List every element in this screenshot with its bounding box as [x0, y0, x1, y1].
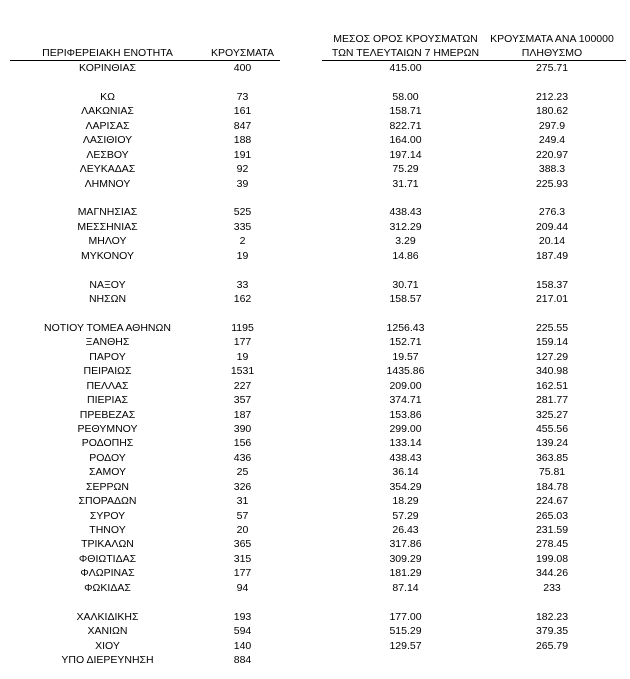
region-cell: ΠΕΙΡΑΙΩΣ [83, 365, 132, 378]
table-row [0, 335, 630, 349]
per-100k-cell: 139.24 [535, 437, 569, 450]
region-cell: ΞΑΝΘΗΣ [85, 336, 130, 349]
cases-cell: 193 [233, 610, 252, 623]
per-100k-cell: 20.14 [538, 235, 566, 248]
region-cell: ΦΩΚΙΔΑΣ [84, 581, 131, 594]
header-region [10, 46, 205, 60]
cases-cell: 94 [236, 581, 249, 594]
region-cell: ΜΑΓΝΗΣΙΑΣ [77, 206, 138, 219]
table-row [0, 133, 630, 147]
per-100k-cell: 455.56 [535, 422, 569, 435]
seven-day-average-cell: 3.29 [395, 235, 416, 248]
region-cell: ΡΟΔΟΥ [89, 451, 126, 464]
per-100k-cell: 231.59 [535, 524, 569, 536]
table-row [0, 408, 630, 422]
seven-day-average-cell: 317.86 [389, 538, 422, 551]
header-per100k-line2: ΠΛΗΘΥΣΜΟ [521, 47, 583, 59]
region-cell: ΡΕΘΥΜΝΟΥ [77, 422, 138, 435]
table-row [0, 393, 630, 407]
cases-cell: 227 [233, 379, 252, 392]
seven-day-average-cell: 152.71 [389, 336, 422, 349]
table-row [0, 119, 630, 133]
region-cell: ΧΙΟΥ [95, 639, 120, 652]
per-100k-cell: 281.77 [535, 394, 569, 407]
table-row [0, 162, 630, 176]
header-region-label: ΠΕΡΙΦΕΡΕΙΑΚΗ ΕΝΟΤΗΤΑ [42, 47, 173, 59]
table-row [0, 639, 630, 653]
seven-day-average-cell: 438.43 [389, 206, 422, 219]
seven-day-average-cell: 36.14 [392, 466, 419, 479]
region-cell: ΜΗΛΟΥ [88, 235, 127, 248]
cases-cell: 1531 [230, 365, 255, 378]
region-cell: ΦΛΩΡΙΝΑΣ [80, 567, 135, 580]
region-cell: ΧΑΝΙΩΝ [87, 625, 128, 638]
table-row [0, 61, 630, 75]
seven-day-average-cell: 822.71 [389, 119, 422, 132]
cases-cell: 847 [233, 119, 252, 132]
table-spacer-row [0, 263, 630, 277]
table-spacer-row [0, 191, 630, 205]
seven-day-average-cell: 158.71 [389, 105, 422, 118]
table-row [0, 581, 630, 595]
seven-day-average-cell: 19.57 [392, 350, 419, 363]
table-row [0, 465, 630, 479]
table-row [0, 610, 630, 624]
region-cell: ΝΗΣΩΝ [88, 293, 127, 305]
per-100k-cell: 388.3 [538, 163, 566, 176]
per-100k-cell: 199.08 [535, 552, 569, 565]
table-row [0, 480, 630, 494]
region-cell: ΡΟΔΟΠΗΣ [81, 437, 134, 450]
seven-day-average-cell: 153.86 [389, 408, 422, 421]
cases-cell: 73 [236, 90, 249, 103]
region-cell: ΣΑΜΟΥ [88, 466, 127, 479]
region-cell: ΝΟΤΙΟΥ ΤΟΜΕΑ ΑΘΗΝΩΝ [44, 321, 171, 334]
per-100k-cell: 184.78 [535, 480, 569, 493]
per-100k-cell: 325.27 [535, 408, 569, 421]
seven-day-average-cell: 515.29 [389, 625, 422, 638]
per-100k-cell: 225.55 [535, 321, 569, 334]
region-cell: ΛΕΣΒΟΥ [86, 148, 129, 161]
per-100k-cell: 340.98 [535, 365, 569, 378]
per-100k-cell: 162.51 [535, 379, 569, 392]
seven-day-average-cell: 177.00 [389, 610, 422, 623]
cases-cell: 20 [236, 524, 249, 536]
header-avg-line1: ΜΕΣΟΣ ΟΡΟΣ ΚΡΟΥΣΜΑΤΩΝ [333, 33, 478, 45]
region-cell: ΛΑΚΩΝΙΑΣ [81, 105, 134, 118]
header-avg-line2: ΤΩΝ ΤΕΛΕΥΤΑΙΩΝ 7 ΗΜΕΡΩΝ [331, 47, 480, 59]
per-100k-cell: 220.97 [535, 148, 569, 161]
region-cell: ΛΗΜΝΟΥ [84, 177, 131, 190]
table-row [0, 653, 630, 667]
cases-cell: 92 [236, 163, 249, 176]
per-100k-cell: 233 [543, 581, 561, 594]
table-row [0, 566, 630, 580]
table-row [0, 624, 630, 638]
cases-cell: 177 [233, 567, 252, 580]
cases-cell: 357 [233, 394, 252, 407]
table-spacer-row [0, 75, 630, 89]
table-row [0, 220, 630, 234]
table-spacer-row [0, 306, 630, 320]
per-100k-cell: 75.81 [538, 466, 566, 479]
table-body [0, 61, 630, 667]
seven-day-average-cell: 299.00 [389, 422, 422, 435]
seven-day-average-cell: 312.29 [389, 220, 422, 233]
cases-cell: 177 [233, 336, 252, 349]
seven-day-average-cell: 75.29 [392, 163, 419, 176]
table-row [0, 148, 630, 162]
table-row [0, 422, 630, 436]
cases-cell: 57 [236, 509, 249, 522]
seven-day-average-cell: 415.00 [389, 62, 422, 74]
table-row [0, 249, 630, 263]
cases-cell: 140 [233, 639, 252, 652]
region-cell: ΜΕΣΣΗΝΙΑΣ [77, 220, 138, 233]
per-100k-cell: 276.3 [538, 206, 566, 219]
cases-cell: 2 [239, 235, 246, 248]
table-row [0, 177, 630, 191]
region-cell: ΛΑΡΙΣΑΣ [85, 119, 130, 132]
per-100k-cell: 379.35 [535, 625, 569, 638]
table-row [0, 278, 630, 292]
per-100k-cell: 297.9 [538, 119, 566, 132]
per-100k-cell: 249.4 [538, 134, 566, 147]
seven-day-average-cell: 354.29 [389, 480, 422, 493]
table-row [0, 379, 630, 393]
table-spacer-row [0, 595, 630, 609]
seven-day-average-cell: 30.71 [392, 278, 419, 291]
header-per100k-line1: ΚΡΟΥΣΜΑΤΑ ΑΝΑ 100000 [490, 33, 614, 45]
cases-cell: 326 [233, 480, 252, 493]
per-100k-cell: 278.45 [535, 538, 569, 551]
cases-cell: 39 [236, 177, 249, 190]
per-100k-cell: 212.23 [535, 90, 569, 103]
region-cell: ΠΕΛΛΑΣ [86, 379, 129, 392]
table-row [0, 494, 630, 508]
per-100k-cell: 225.93 [535, 177, 569, 190]
seven-day-average-cell: 31.71 [392, 177, 419, 190]
per-100k-cell: 127.29 [535, 350, 569, 363]
cases-cell: 400 [233, 62, 252, 74]
per-100k-cell: 265.03 [535, 509, 569, 522]
seven-day-average-cell: 309.29 [389, 552, 422, 565]
per-100k-cell: 224.67 [535, 495, 569, 508]
cases-cell: 19 [236, 350, 249, 363]
cases-cell: 33 [236, 278, 249, 291]
seven-day-average-cell: 1435.86 [386, 365, 425, 378]
table-row [0, 104, 630, 118]
region-cell: ΤΗΝΟΥ [89, 524, 126, 536]
table-row [0, 364, 630, 378]
seven-day-average-cell: 209.00 [389, 379, 422, 392]
region-cell: ΠΡΕΒΕΖΑΣ [79, 408, 136, 421]
table-row [0, 451, 630, 465]
per-100k-cell: 265.79 [535, 639, 569, 652]
seven-day-average-cell: 158.57 [389, 293, 422, 305]
cases-cell: 884 [233, 653, 252, 666]
seven-day-average-cell: 1256.43 [386, 321, 425, 334]
region-cell: ΠΙΕΡΙΑΣ [87, 394, 128, 407]
table-row [0, 292, 630, 306]
per-100k-cell: 275.71 [535, 62, 569, 74]
region-cell: ΧΑΛΚΙΔΙΚΗΣ [76, 610, 139, 623]
seven-day-average-cell: 18.29 [392, 495, 419, 508]
seven-day-average-cell: 57.29 [392, 509, 419, 522]
seven-day-average-cell: 58.00 [392, 90, 419, 103]
seven-day-average-cell: 133.14 [389, 437, 422, 450]
cases-cell: 594 [233, 625, 252, 638]
cases-cell: 19 [236, 249, 249, 262]
region-cell: ΦΘΙΩΤΙΔΑΣ [78, 552, 137, 565]
table-row [0, 436, 630, 450]
cases-cell: 156 [233, 437, 252, 450]
table-row [0, 234, 630, 248]
cases-cell: 162 [233, 293, 252, 305]
cases-cell: 436 [233, 451, 252, 464]
per-100k-cell: 158.37 [535, 278, 569, 291]
cases-cell: 1195 [231, 321, 254, 334]
seven-day-average-cell: 87.14 [392, 581, 419, 594]
cases-cell: 25 [236, 466, 249, 479]
cases-cell: 365 [233, 538, 252, 551]
region-cell: ΚΟΡΙΝΘΙΑΣ [79, 62, 136, 74]
seven-day-average-cell: 197.14 [389, 148, 422, 161]
per-100k-cell: 344.26 [535, 567, 569, 580]
per-100k-cell: 182.23 [535, 610, 569, 623]
table-row [0, 537, 630, 551]
cases-cell: 390 [233, 422, 252, 435]
cases-cell: 335 [233, 220, 252, 233]
cases-cell: 188 [233, 134, 252, 147]
header-cases-label: ΚΡΟΥΣΜΑΤΑ [211, 47, 274, 59]
per-100k-cell: 159.14 [535, 336, 569, 349]
table-row [0, 523, 630, 537]
seven-day-average-cell: 438.43 [389, 451, 422, 464]
header-per-100k [478, 32, 626, 60]
region-cell: ΛΕΥΚΑΔΑΣ [79, 163, 136, 176]
per-100k-cell: 187.49 [535, 249, 569, 262]
cases-cell: 315 [233, 552, 252, 565]
cases-cell: 187 [233, 408, 252, 421]
seven-day-average-cell: 26.43 [392, 524, 419, 536]
region-cell: ΠΑΡΟΥ [89, 350, 126, 363]
seven-day-average-cell: 14.86 [392, 249, 419, 262]
cases-cell: 191 [233, 148, 252, 161]
seven-day-average-cell: 129.57 [389, 639, 422, 652]
region-cell: ΚΩ [100, 90, 115, 103]
region-cell: ΜΥΚΟΝΟΥ [80, 249, 134, 262]
cases-cell: 161 [233, 105, 252, 118]
seven-day-average-cell: 374.71 [389, 394, 422, 407]
table-row [0, 90, 630, 104]
region-cell: ΣΥΡΟΥ [89, 509, 126, 522]
table-row [0, 552, 630, 566]
region-cell: ΛΑΣΙΘΙΟΥ [82, 134, 133, 147]
per-100k-cell: 217.01 [535, 293, 569, 305]
region-cell: ΥΠΟ ΔΙΕΡΕΥΝΗΣΗ [61, 653, 154, 666]
region-cell: ΣΕΡΡΩΝ [86, 480, 129, 493]
table-row [0, 205, 630, 219]
per-100k-cell: 209.44 [535, 220, 569, 233]
seven-day-average-cell: 164.00 [389, 134, 422, 147]
cases-cell: 525 [233, 206, 252, 219]
table-row [0, 321, 630, 335]
per-100k-cell: 363.85 [535, 451, 569, 464]
region-cell: ΝΑΞΟΥ [89, 278, 126, 291]
cases-cell: 31 [236, 495, 249, 508]
per-100k-cell: 180.62 [535, 105, 569, 118]
region-cell: ΤΡΙΚΑΛΩΝ [81, 538, 134, 551]
header-cases [205, 46, 280, 60]
header-seven-day-average [318, 32, 493, 60]
table-row [0, 350, 630, 364]
region-cell: ΣΠΟΡΑΔΩΝ [78, 495, 137, 508]
table-row [0, 509, 630, 523]
seven-day-average-cell: 181.29 [389, 567, 422, 580]
